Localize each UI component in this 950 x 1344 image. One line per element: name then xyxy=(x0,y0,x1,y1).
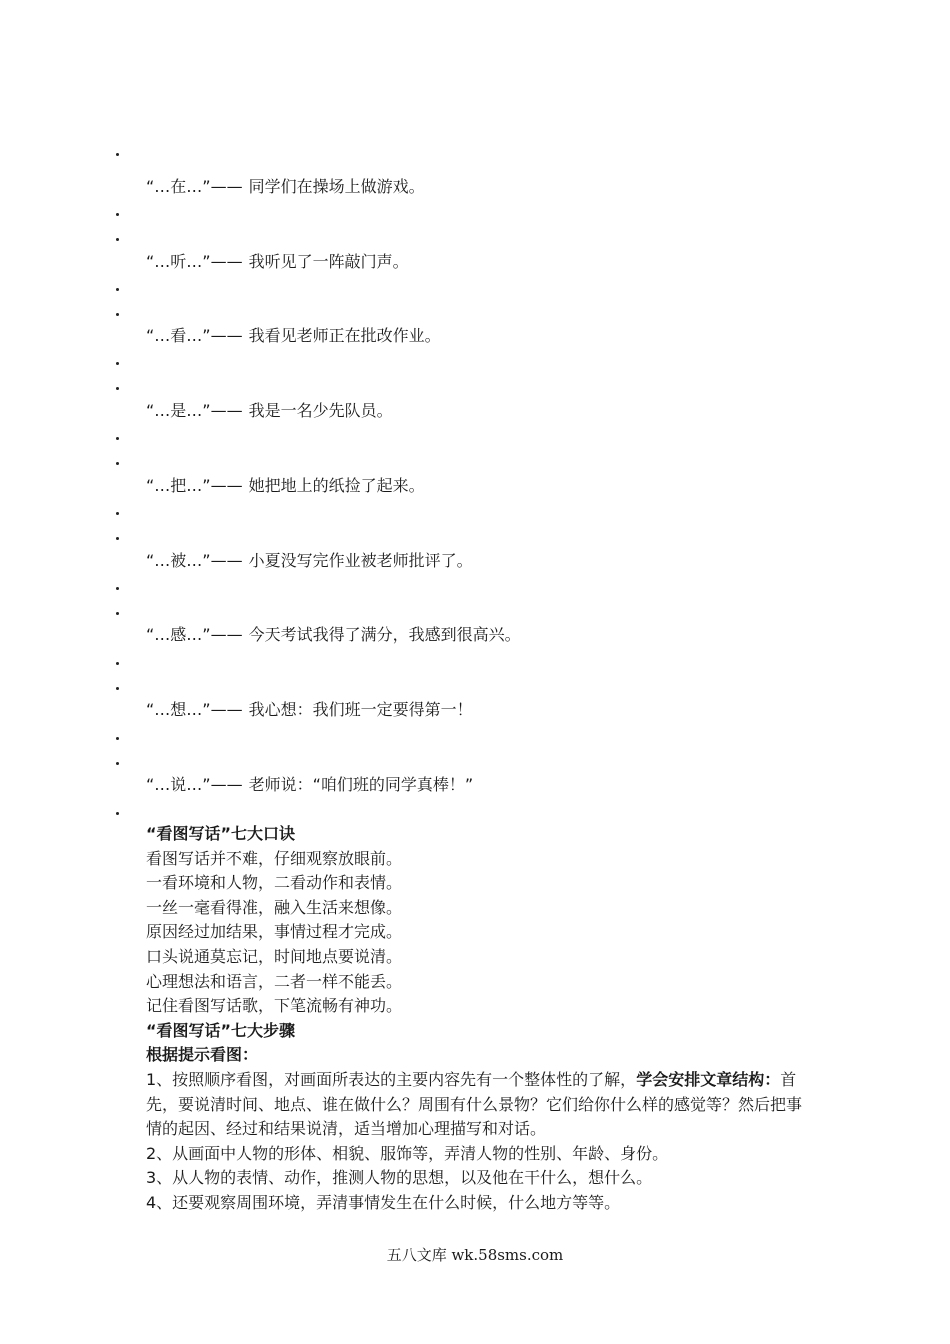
pattern-line xyxy=(146,176,425,198)
list-bullet xyxy=(116,387,119,390)
list-bullet xyxy=(116,437,119,440)
pattern-line xyxy=(146,699,473,721)
list-bullet xyxy=(116,687,119,690)
pattern-line xyxy=(146,774,473,796)
rhyme-line: 一看环境和人物，二看动作和表情。 xyxy=(146,873,403,893)
step-1-rest: 首先，要说清时间、地点、谁在做什么？周围有什么景物？它们给你什么样的感觉等？然后把事情的起因、经过和结果说清，适当增加心理描写和对话。 xyxy=(146,1069,803,1139)
pattern-example: 我是一名少先队员。 xyxy=(248,401,393,420)
pattern-key: “…看…”—— xyxy=(146,326,243,345)
list-bullet xyxy=(116,153,119,156)
pattern-key: “…被…”—— xyxy=(146,551,243,570)
list-bullet xyxy=(116,462,119,465)
pattern-example: 老师说：“咱们班的同学真棒！” xyxy=(248,775,474,794)
rhyme-line: 口头说通莫忘记，时间地点要说清。 xyxy=(146,946,403,966)
pattern-line xyxy=(146,624,521,646)
list-bullet xyxy=(116,737,119,740)
pattern-line xyxy=(146,325,441,347)
list-bullet xyxy=(116,662,119,665)
pattern-key: “…感…”—— xyxy=(146,625,243,644)
footer-watermark: 五八文库 wk.58sms.com xyxy=(386,1246,564,1264)
steps-heading: “看图写话”七大步骤 xyxy=(146,1020,296,1040)
pattern-example: 今天考试我得了满分，我感到很高兴。 xyxy=(248,625,521,644)
pattern-example: 我看见老师正在批改作业。 xyxy=(248,326,441,345)
content-block xyxy=(146,822,816,1216)
pattern-example: 小夏没写完作业被老师批评了。 xyxy=(248,551,473,570)
step-4: 4、还要观察周围环境，弄清事情发生在什么时候，什么地方等等。 xyxy=(146,1192,621,1212)
pattern-line xyxy=(146,400,393,422)
pattern-example: 我听见了一阵敲门声。 xyxy=(248,252,409,271)
rhyme-heading: “看图写话”七大口诀 xyxy=(146,824,296,843)
list-bullet xyxy=(116,288,119,291)
list-bullet xyxy=(116,238,119,241)
list-bullet xyxy=(116,313,119,316)
pattern-example: 同学们在操场上做游戏。 xyxy=(248,177,425,196)
list-bullet xyxy=(116,812,119,815)
pattern-line xyxy=(146,550,473,572)
step-1-text: 1、按照顺序看图，对画面所表达的主要内容先有一个整体性的了解， xyxy=(146,1069,637,1089)
step-3: 3、从人物的表情、动作，推测人物的思想，以及他在干什么，想什么。 xyxy=(146,1168,653,1188)
rhyme-line: 看图写话并不难，仔细观察放眼前。 xyxy=(146,848,403,868)
pattern-line xyxy=(146,475,425,497)
pattern-key: “…把…”—— xyxy=(146,476,243,495)
pattern-key: “…说…”—— xyxy=(146,775,243,794)
step-1-bold: 学会安排文章结构： xyxy=(636,1069,781,1089)
rhyme-line: 一丝一毫看得准，融入生活来想像。 xyxy=(146,897,403,917)
steps-subheading: 根据提示看图： xyxy=(146,1045,259,1065)
list-bullet xyxy=(116,762,119,765)
pattern-line xyxy=(146,251,409,273)
rhyme-line: 记住看图写话歌，下笔流畅有神功。 xyxy=(146,996,403,1016)
pattern-key: “…听…”—— xyxy=(146,252,243,271)
pattern-example: 我心想：我们班一定要得第一！ xyxy=(248,700,473,719)
rhyme-line: 心理想法和语言，二者一样不能丢。 xyxy=(146,971,403,991)
pattern-key: “…在…”—— xyxy=(146,177,243,196)
step-2: 2、从画面中人物的形体、相貌、服饰等，弄清人物的性别、年龄、身份。 xyxy=(146,1143,669,1163)
list-bullet xyxy=(116,213,119,216)
list-bullet xyxy=(116,537,119,540)
list-bullet xyxy=(116,587,119,590)
list-bullet xyxy=(116,512,119,515)
pattern-key: “…想…”—— xyxy=(146,700,243,719)
list-bullet xyxy=(116,612,119,615)
list-bullet xyxy=(116,362,119,365)
step-1 xyxy=(146,1068,816,1142)
rhyme-line: 原因经过加结果，事情过程才完成。 xyxy=(146,922,403,942)
pattern-example: 她把地上的纸捡了起来。 xyxy=(248,476,425,495)
pattern-key: “…是…”—— xyxy=(146,401,243,420)
